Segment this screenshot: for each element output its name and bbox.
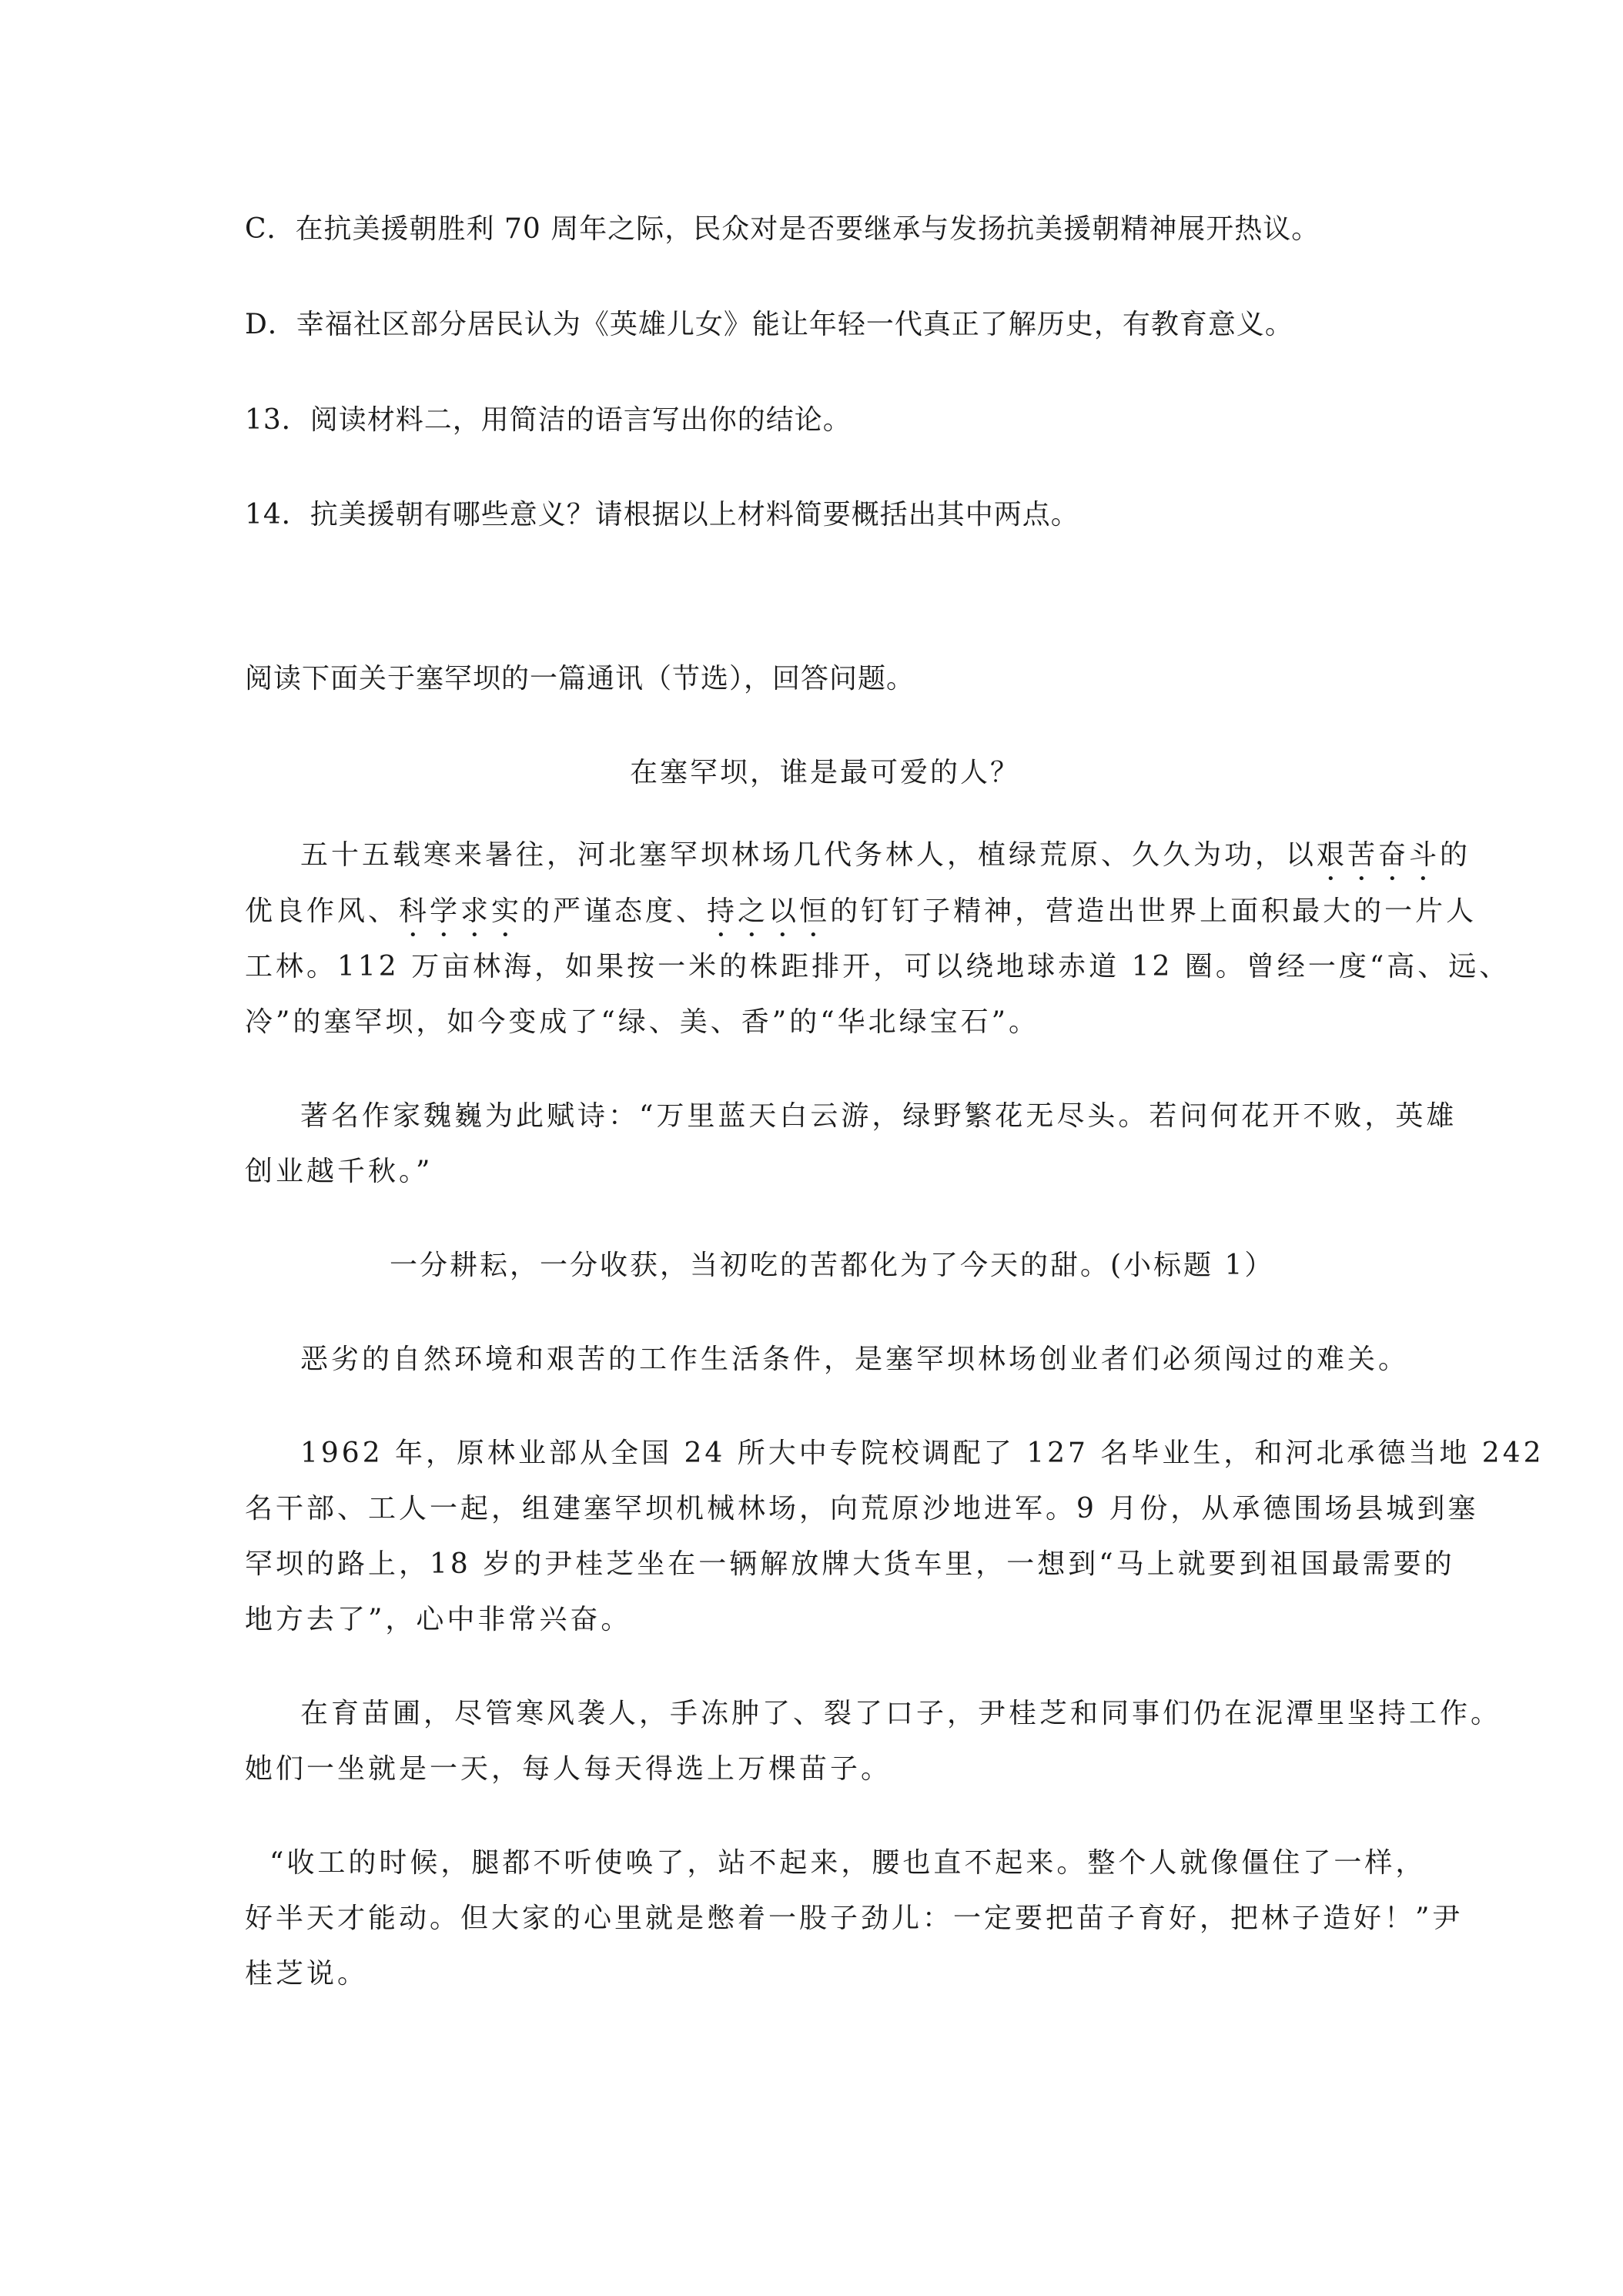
paragraph-line xyxy=(245,893,1477,943)
article-title: 在塞罕坝，谁是最可爱的人？ xyxy=(630,757,1021,788)
reading-intro: 阅读下面关于塞罕坝的一篇通讯（节选），回答问题。 xyxy=(245,663,915,694)
question-14: 14．抗美援朝有哪些意义？请根据以上材料简要概括出其中两点。 xyxy=(245,499,1079,530)
text-segment: 五十五载寒来暑往，河北塞罕坝林场几代务林人，植绿荒原、久久为功，以 xyxy=(300,839,1317,871)
text-segment: 优良作风、 xyxy=(245,895,400,927)
paragraph-line: 著名作家魏巍为此赋诗：“万里蓝天白云游，绿野繁花无尽头。若问何花开不败，英雄 xyxy=(300,1100,1457,1132)
paragraph-line: 好半天才能动。但大家的心里就是憋着一股子劲儿：一定要把苗子育好，把林子造好！”尹 xyxy=(245,1903,1464,1934)
text-segment: 的严谨态度、 xyxy=(522,895,708,927)
subtitle-1: 一分耕耘，一分收获，当初吃的苦都化为了今天的甜。(小标题 1） xyxy=(390,1250,1275,1281)
text-segment: 的 xyxy=(1440,839,1471,871)
emphasized-phrase: 持之以恒 xyxy=(707,895,831,927)
paragraph-line: 冷”的塞罕坝，如今变成了“绿、美、香”的“华北绿宝石”。 xyxy=(245,1006,1040,1038)
paragraph-3: 恶劣的自然环境和艰苦的工作生活条件，是塞罕坝林场创业者们必须闯过的难关。 xyxy=(300,1344,1410,1375)
paragraph-line: 桂芝说。 xyxy=(245,1958,369,1990)
paragraph-line: 名干部、工人一起，组建塞罕坝机械林场，向荒原沙地进军。9 月份，从承德围场县城到塞 xyxy=(245,1493,1479,1525)
option-d: D．幸福社区部分居民认为《英雄儿女》能让年轻一代真正了解历史，有教育意义。 xyxy=(245,309,1293,340)
emphasized-phrase: 艰苦奋斗 xyxy=(1317,839,1441,871)
paragraph-line: 罕坝的路上，18 岁的尹桂芝坐在一辆解放牌大货车里，一想到“马上就要到祖国最需要的 xyxy=(245,1548,1455,1580)
paragraph-line xyxy=(300,837,1471,887)
paragraph-line: 地方去了”，心中非常兴奋。 xyxy=(245,1604,632,1635)
paragraph-line: 在育苗圃，尽管寒风袭人，手冻肿了、裂了口子，尹桂芝和同事们仍在泥潭里坚持工作。 xyxy=(300,1698,1502,1729)
paragraph-line: 工林。112 万亩林海，如果按一米的株距排开，可以绕地球赤道 12 圈。曾经一度“高、远、 xyxy=(245,951,1511,982)
emphasized-phrase: 科学求实 xyxy=(399,895,523,927)
paragraph-line: 创业越千秋。” xyxy=(245,1156,433,1187)
paragraph-line: 她们一坐就是一天，每人每天得选上万棵苗子。 xyxy=(245,1753,892,1785)
text-segment: 的钉钉子精神，营造出世界上面积最大的一片人 xyxy=(830,895,1477,927)
paragraph-line: 1962 年，原林业部从全国 24 所大中专院校调配了 127 名毕业生，和河北承德当地 242 xyxy=(300,1438,1544,1469)
paragraph-line: “收工的时候，腿都不听使唤了，站不起来，腰也直不起来。整个人就像僵住了一样， xyxy=(269,1847,1427,1879)
question-13: 13．阅读材料二，用简洁的语言写出你的结论。 xyxy=(245,404,852,436)
option-c: C．在抗美援朝胜利 70 周年之际，民众对是否要继承与发扬抗美援朝精神展开热议。 xyxy=(245,213,1320,245)
